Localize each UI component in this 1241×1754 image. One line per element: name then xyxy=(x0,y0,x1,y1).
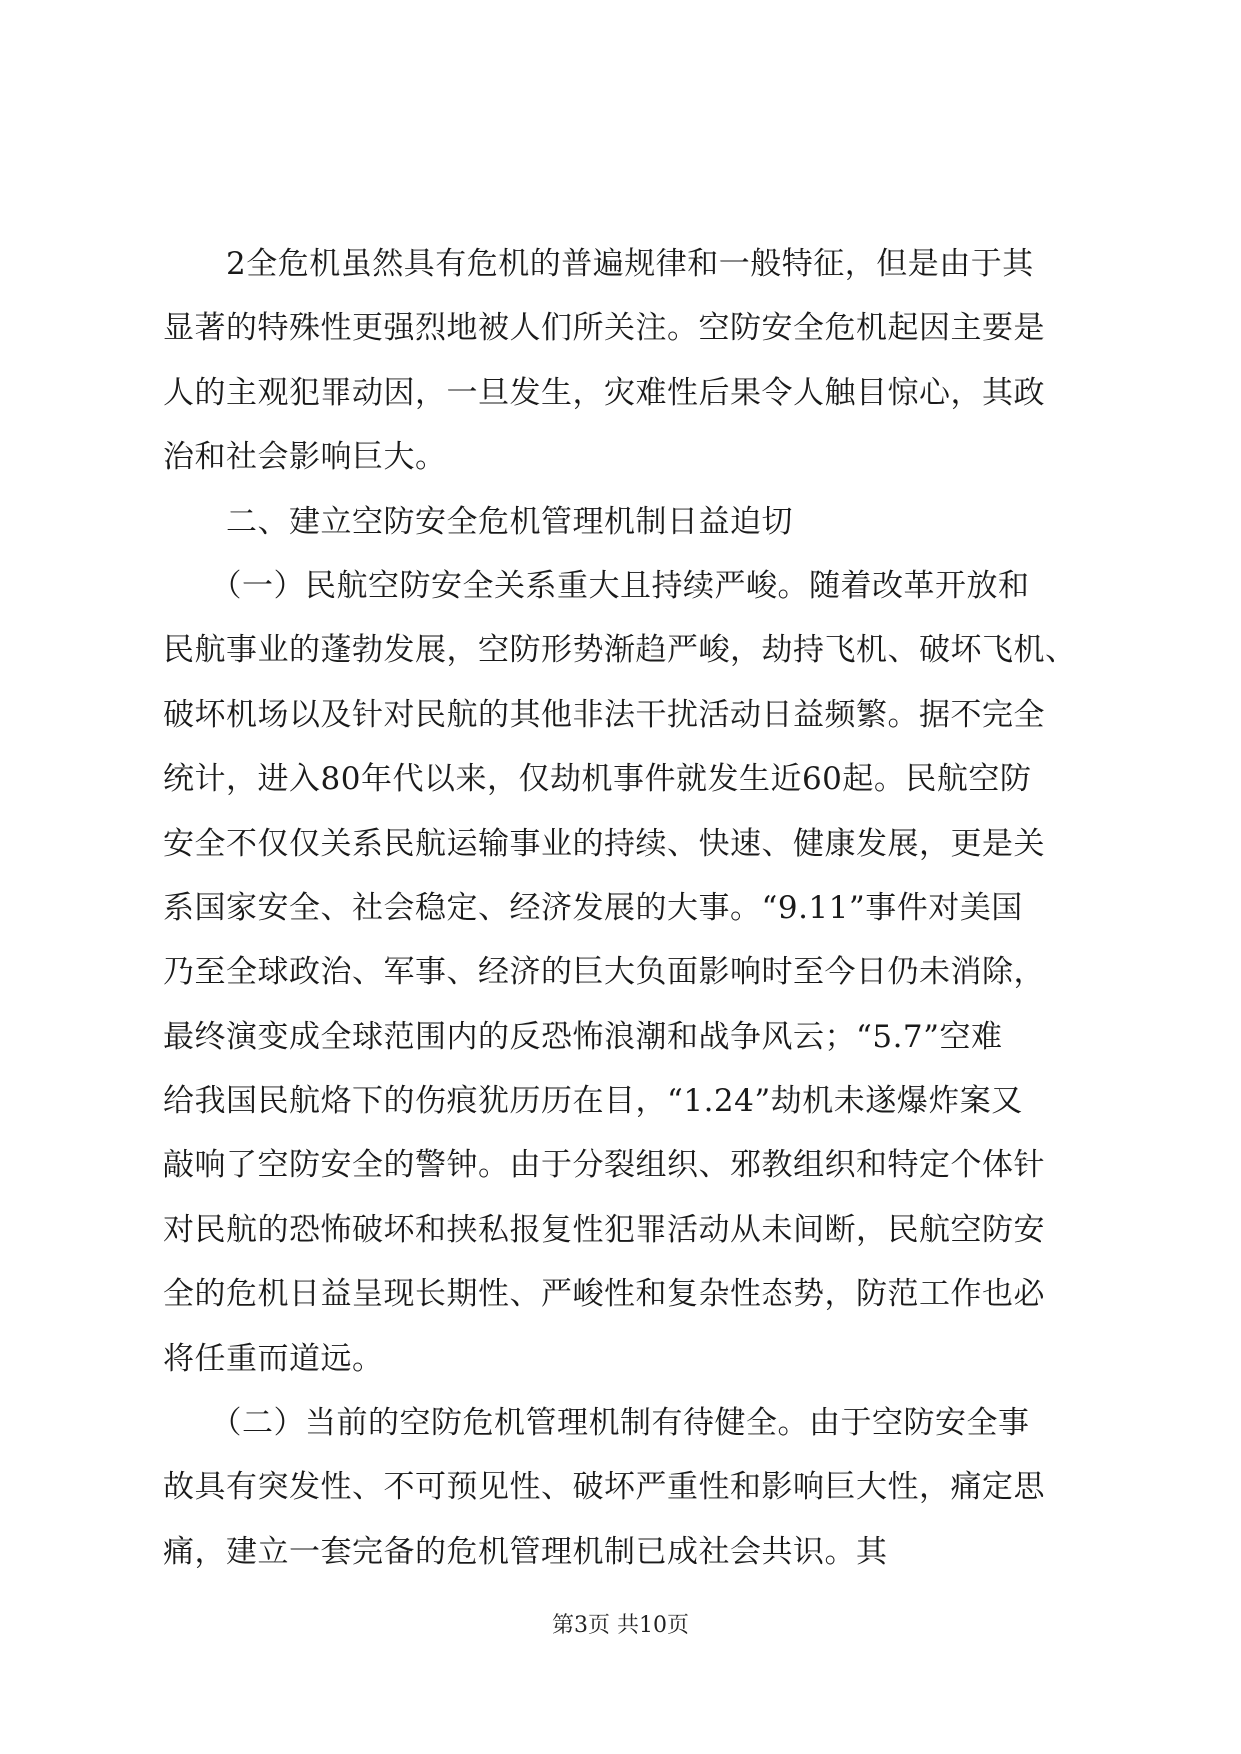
text-line: 破坏机场以及针对民航的其他非法干扰活动日益频繁。据不完全 xyxy=(163,696,1045,733)
text-line: 给我国民航烙下的伤痕犹历历在目，“1.24”劫机未遂爆炸案又 xyxy=(163,1083,1023,1120)
text-line: 最终演变成全球范围内的反恐怖浪潮和战争风云；“5.7”空难 xyxy=(163,1018,1003,1055)
text-line: 将任重而道远。 xyxy=(163,1340,384,1377)
text-line: 安全不仅仅关系民航运输事业的持续、快速、健康发展，更是关 xyxy=(163,825,1045,862)
text-line: 乃至全球政治、军事、经济的巨大负面影响时至今日仍未消除， xyxy=(163,954,1045,991)
section-heading: 二、建立空防安全危机管理机制日益迫切 xyxy=(163,503,793,540)
page-number-footer: 第3页 共10页 xyxy=(552,1613,689,1638)
text-line: 民航事业的蓬勃发展，空防形势渐趋严峻，劫持飞机、破坏飞机、 xyxy=(163,632,1077,669)
text-line: 治和社会影响巨大。 xyxy=(163,439,447,476)
text-line: 统计，进入80年代以来，仅劫机事件就发生近60起。民航空防 xyxy=(163,761,1032,798)
text-line: （一）民航空防安全关系重大且持续严峻。随着改革开放和 xyxy=(163,567,1030,604)
text-line: 显著的特殊性更强烈地被人们所关注。空防安全危机起因主要是 xyxy=(163,310,1045,347)
text-line: 对民航的恐怖破坏和挟私报复性犯罪活动从未间断，民航空防安 xyxy=(163,1211,1045,1248)
text-line: 故具有突发性、不可预见性、破坏严重性和影响巨大性，痛定思 xyxy=(163,1469,1045,1506)
text-line: 系国家安全、社会稳定、经济发展的大事。“9.11”事件对美国 xyxy=(163,889,1023,926)
text-line: 敲响了空防安全的警钟。由于分裂组织、邪教组织和特定个体针 xyxy=(163,1147,1045,1184)
text-line: （二）当前的空防危机管理机制有待健全。由于空防安全事 xyxy=(163,1405,1030,1442)
document-body xyxy=(163,232,1088,1584)
text-line: 痛，建立一套完备的危机管理机制已成社会共识。其 xyxy=(163,1533,888,1570)
text-line: 人的主观犯罪动因，一旦发生，灾难性后果令人触目惊心，其政 xyxy=(163,374,1045,411)
text-line: 2全危机虽然具有危机的普遍规律和一般特征，但是由于其 xyxy=(163,246,1034,282)
text-line: 全的危机日益呈现长期性、严峻性和复杂性态势，防范工作也必 xyxy=(163,1276,1045,1313)
